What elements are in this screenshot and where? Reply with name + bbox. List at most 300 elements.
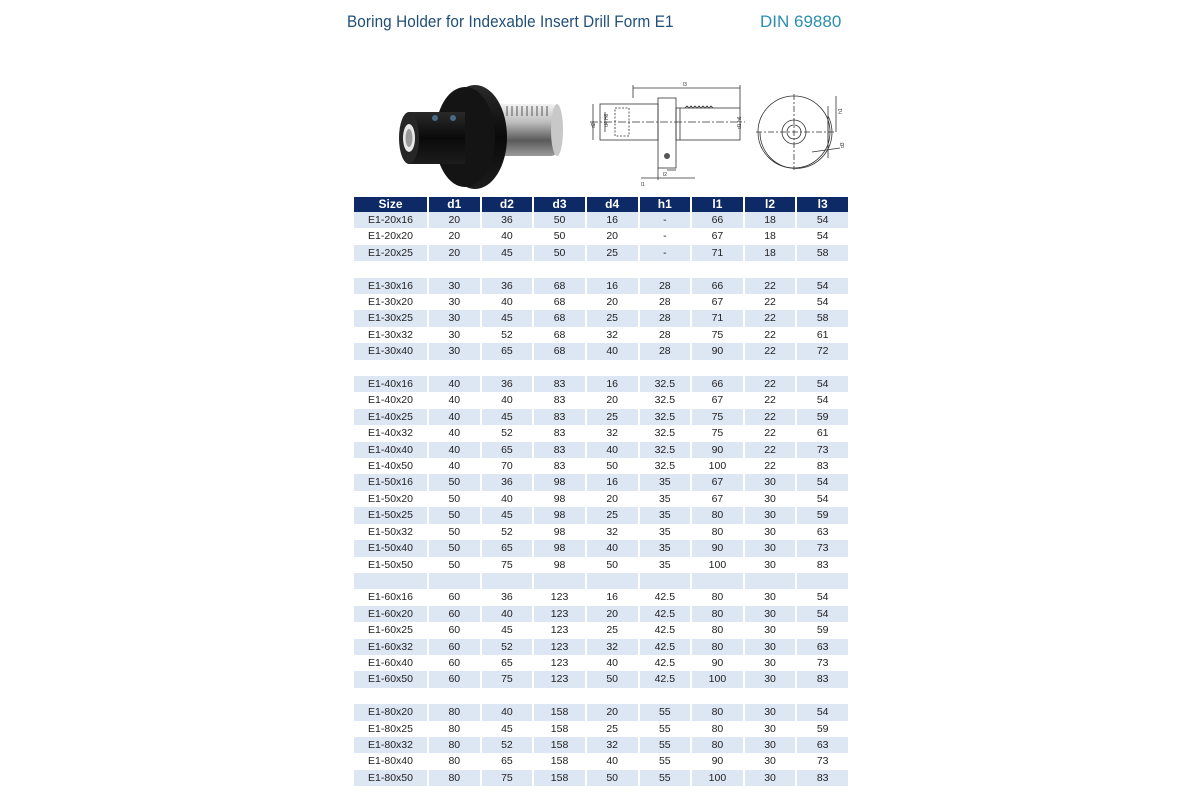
value-cell: 30: [429, 310, 480, 326]
value-cell: 35: [658, 558, 671, 571]
value-cell: 60: [448, 656, 461, 669]
value-cell: 35: [640, 474, 691, 490]
holder-illustration: [395, 82, 565, 192]
value-cell: 50: [606, 558, 619, 571]
value-cell: 22: [745, 278, 796, 294]
dim-label-l3: l3: [683, 82, 687, 88]
value-cell: 40: [501, 394, 513, 407]
table-row: [354, 737, 848, 753]
value-cell: 40: [587, 540, 638, 556]
value-cell: 75: [711, 328, 724, 341]
value-cell: 100: [708, 460, 727, 473]
value-cell: [429, 573, 480, 589]
value-cell: 30: [745, 606, 796, 622]
value-cell: 80: [711, 624, 724, 637]
table-row: [354, 671, 848, 687]
value-cell: 68: [534, 278, 585, 294]
value-cell: 50: [448, 525, 461, 538]
value-cell: 28: [658, 328, 671, 341]
table-row: [354, 474, 848, 490]
size-cell: E1-50x40: [354, 540, 427, 556]
value-cell: 54: [797, 376, 848, 392]
value-cell: 32: [606, 328, 619, 341]
value-cell: 36: [482, 376, 533, 392]
dim-label-l1: l1: [641, 182, 645, 188]
value-cell: [534, 688, 585, 704]
value-cell: 45: [482, 507, 533, 523]
value-cell: 50: [606, 460, 619, 473]
value-cell: 54: [816, 230, 829, 243]
value-cell: 158: [550, 722, 569, 735]
value-cell: 80: [692, 639, 743, 655]
value-cell: 60: [429, 639, 480, 655]
value-cell: 59: [797, 409, 848, 425]
value-cell: 123: [534, 671, 585, 687]
value-cell: 30: [764, 492, 776, 505]
table-row: [354, 589, 848, 605]
size-cell: E1-60x32: [354, 639, 427, 655]
value-cell: 158: [550, 755, 569, 768]
value-cell: [534, 360, 585, 376]
value-cell: 55: [658, 722, 671, 735]
value-cell: 40: [587, 442, 638, 458]
size-cell: [354, 360, 427, 376]
value-cell: [797, 261, 848, 277]
column-header: d3: [534, 197, 585, 212]
table-row: [354, 409, 848, 425]
value-cell: [482, 573, 533, 589]
value-cell: 25: [587, 310, 638, 326]
size-cell: E1-30x20: [368, 296, 413, 309]
value-cell: 40: [429, 409, 480, 425]
value-cell: 58: [797, 245, 848, 261]
value-cell: 63: [816, 525, 829, 538]
table-row: [354, 540, 848, 556]
size-cell: E1-30x16: [354, 278, 427, 294]
value-cell: 25: [606, 722, 619, 735]
value-cell: 42.5: [654, 591, 676, 604]
value-cell: 123: [550, 624, 569, 637]
value-cell: 45: [482, 245, 533, 261]
value-cell: 59: [797, 507, 848, 523]
table-row: [354, 294, 848, 310]
value-cell: 50: [429, 474, 480, 490]
table-row: [354, 606, 848, 622]
value-cell: 50: [534, 245, 585, 261]
value-cell: 25: [587, 245, 638, 261]
value-cell: 28: [640, 310, 691, 326]
value-cell: -: [663, 230, 667, 243]
value-cell: 50: [448, 558, 461, 571]
value-cell: 50: [587, 770, 638, 786]
value-cell: 90: [692, 540, 743, 556]
size-cell: E1-40x20: [368, 394, 413, 407]
spacer-row: [354, 688, 848, 704]
size-cell: E1-80x40: [368, 755, 413, 768]
value-cell: 18: [745, 245, 796, 261]
table-row: [354, 212, 848, 228]
value-cell: 32: [587, 737, 638, 753]
value-cell: [797, 688, 848, 704]
size-cell: E1-50x16: [354, 474, 427, 490]
value-cell: [534, 573, 585, 589]
value-cell: 36: [482, 212, 533, 228]
table-row: [354, 524, 848, 540]
value-cell: 80: [692, 737, 743, 753]
value-cell: 80: [711, 525, 724, 538]
value-cell: 52: [482, 737, 533, 753]
size-cell: [354, 573, 427, 589]
value-cell: [482, 688, 533, 704]
value-cell: 22: [764, 460, 776, 473]
value-cell: 40: [448, 394, 461, 407]
value-cell: 40: [606, 755, 619, 768]
value-cell: 75: [501, 558, 513, 571]
size-cell: E1-80x25: [368, 722, 413, 735]
value-cell: 98: [534, 507, 585, 523]
value-cell: [640, 573, 691, 589]
value-cell: 83: [553, 427, 566, 440]
value-cell: [745, 261, 796, 277]
value-cell: 123: [550, 656, 569, 669]
value-cell: 61: [816, 328, 829, 341]
value-cell: 54: [816, 492, 829, 505]
value-cell: 20: [587, 606, 638, 622]
value-cell: 50: [553, 230, 566, 243]
value-cell: 67: [711, 492, 724, 505]
value-cell: 30: [745, 704, 796, 720]
value-cell: [692, 688, 743, 704]
din-standard: DIN 69880: [760, 12, 842, 31]
value-cell: 158: [534, 737, 585, 753]
value-cell: [587, 573, 638, 589]
value-cell: 30: [764, 722, 776, 735]
value-cell: 30: [745, 639, 796, 655]
value-cell: 100: [692, 671, 743, 687]
value-cell: 30: [448, 328, 461, 341]
value-cell: 98: [553, 525, 566, 538]
value-cell: 42.5: [654, 656, 676, 669]
table-row: [354, 376, 848, 392]
value-cell: 58: [797, 310, 848, 326]
value-cell: 16: [606, 591, 619, 604]
value-cell: 40: [482, 606, 533, 622]
table-row: [354, 392, 848, 408]
value-cell: 67: [711, 296, 724, 309]
table-row: [354, 639, 848, 655]
value-cell: 20: [429, 245, 480, 261]
size-cell: E1-50x50: [368, 558, 413, 571]
dim-label-d3: d3: [840, 142, 846, 148]
value-cell: 63: [797, 737, 848, 753]
value-cell: 35: [640, 540, 691, 556]
value-cell: 59: [816, 722, 829, 735]
value-cell: [640, 261, 691, 277]
value-cell: 30: [429, 278, 480, 294]
value-cell: 40: [606, 656, 619, 669]
value-cell: 54: [816, 591, 829, 604]
size-cell: E1-80x32: [354, 737, 427, 753]
size-cell: E1-60x20: [354, 606, 427, 622]
value-cell: 54: [797, 278, 848, 294]
value-cell: 30: [745, 770, 796, 786]
value-cell: 45: [482, 409, 533, 425]
value-cell: 20: [587, 704, 638, 720]
table-row: [354, 655, 848, 671]
value-cell: 16: [587, 376, 638, 392]
value-cell: 123: [534, 639, 585, 655]
size-cell: E1-60x40: [368, 656, 413, 669]
value-cell: 83: [534, 409, 585, 425]
value-cell: 68: [553, 328, 566, 341]
value-cell: 16: [587, 278, 638, 294]
value-cell: 90: [692, 442, 743, 458]
value-cell: 80: [448, 755, 461, 768]
value-cell: 20: [606, 230, 619, 243]
value-cell: 54: [816, 296, 829, 309]
table-row: [354, 770, 848, 786]
value-cell: 83: [534, 442, 585, 458]
value-cell: 40: [448, 427, 461, 440]
value-cell: 50: [429, 507, 480, 523]
value-cell: 54: [816, 394, 829, 407]
value-cell: 22: [764, 394, 776, 407]
value-cell: 50: [534, 212, 585, 228]
value-cell: [692, 573, 743, 589]
value-cell: 65: [482, 540, 533, 556]
value-cell: 75: [482, 770, 533, 786]
value-cell: 30: [764, 624, 776, 637]
value-cell: 25: [587, 409, 638, 425]
value-cell: 73: [816, 656, 829, 669]
value-cell: 67: [711, 394, 724, 407]
column-header: d2: [482, 197, 533, 212]
value-cell: 66: [692, 212, 743, 228]
value-cell: 28: [658, 296, 671, 309]
value-cell: 98: [553, 492, 566, 505]
side-view-drawing: [585, 80, 745, 190]
value-cell: 83: [534, 376, 585, 392]
column-header: h1: [640, 197, 691, 212]
value-cell: 40: [482, 704, 533, 720]
spacer-row: [354, 261, 848, 277]
value-cell: 65: [501, 755, 513, 768]
value-cell: 20: [606, 492, 619, 505]
value-cell: [797, 573, 848, 589]
spec-table: [352, 197, 850, 786]
value-cell: [640, 688, 691, 704]
value-cell: 68: [534, 310, 585, 326]
size-cell: E1-80x20: [354, 704, 427, 720]
value-cell: 40: [429, 376, 480, 392]
value-cell: 18: [745, 212, 796, 228]
value-cell: 50: [448, 492, 461, 505]
column-header: l1: [692, 197, 743, 212]
value-cell: 20: [448, 230, 461, 243]
size-cell: [354, 688, 427, 704]
value-cell: [587, 688, 638, 704]
table-row: [354, 491, 848, 507]
value-cell: 32.5: [640, 442, 691, 458]
value-cell: 42.5: [640, 639, 691, 655]
value-cell: 45: [501, 722, 513, 735]
value-cell: 52: [482, 639, 533, 655]
column-header: d4: [587, 197, 638, 212]
value-cell: 80: [692, 606, 743, 622]
value-cell: [692, 261, 743, 277]
value-cell: [429, 688, 480, 704]
value-cell: -: [640, 212, 691, 228]
value-cell: 80: [429, 704, 480, 720]
value-cell: 54: [797, 606, 848, 622]
value-cell: 71: [692, 310, 743, 326]
value-cell: 59: [816, 624, 829, 637]
value-cell: 54: [797, 704, 848, 720]
value-cell: 83: [553, 460, 566, 473]
value-cell: 30: [429, 343, 480, 359]
value-cell: 55: [640, 704, 691, 720]
value-cell: 22: [745, 310, 796, 326]
value-cell: [745, 573, 796, 589]
size-cell: E1-60x16: [368, 591, 413, 604]
size-cell: E1-20x16: [354, 212, 427, 228]
value-cell: [587, 261, 638, 277]
value-cell: [482, 360, 533, 376]
size-cell: E1-50x20: [368, 492, 413, 505]
value-cell: 50: [587, 671, 638, 687]
table-row: [354, 343, 848, 359]
value-cell: 55: [658, 755, 671, 768]
value-cell: 22: [745, 409, 796, 425]
value-cell: 40: [429, 442, 480, 458]
size-cell: E1-20x25: [354, 245, 427, 261]
table-row: [354, 442, 848, 458]
value-cell: 25: [606, 624, 619, 637]
value-cell: 80: [429, 737, 480, 753]
table-row: [354, 327, 848, 343]
value-cell: 55: [640, 770, 691, 786]
value-cell: 158: [534, 770, 585, 786]
value-cell: 20: [429, 212, 480, 228]
value-cell: 123: [534, 606, 585, 622]
value-cell: -: [640, 245, 691, 261]
value-cell: 22: [745, 343, 796, 359]
value-cell: 65: [482, 343, 533, 359]
value-cell: 60: [448, 624, 461, 637]
value-cell: 83: [797, 671, 848, 687]
value-cell: 52: [501, 525, 513, 538]
value-cell: 75: [692, 409, 743, 425]
value-cell: 20: [606, 394, 619, 407]
value-cell: 60: [448, 591, 461, 604]
value-cell: 55: [640, 737, 691, 753]
value-cell: 60: [429, 671, 480, 687]
value-cell: 30: [745, 474, 796, 490]
value-cell: 22: [745, 442, 796, 458]
table-header-row: [354, 197, 848, 212]
value-cell: 67: [692, 474, 743, 490]
value-cell: 32: [587, 639, 638, 655]
value-cell: 73: [797, 442, 848, 458]
value-cell: 30: [745, 540, 796, 556]
column-header: Size: [354, 197, 427, 212]
size-cell: E1-40x16: [354, 376, 427, 392]
value-cell: 66: [692, 376, 743, 392]
value-cell: 90: [711, 755, 724, 768]
value-cell: 30: [745, 507, 796, 523]
value-cell: 35: [658, 492, 671, 505]
size-cell: E1-40x32: [368, 427, 413, 440]
value-cell: 98: [534, 540, 585, 556]
size-cell: E1-60x50: [354, 671, 427, 687]
value-cell: 71: [692, 245, 743, 261]
value-cell: 54: [797, 212, 848, 228]
value-cell: 30: [448, 296, 461, 309]
value-cell: 40: [501, 230, 513, 243]
value-cell: 158: [534, 704, 585, 720]
front-view-drawing: [752, 92, 852, 172]
value-cell: 50: [429, 540, 480, 556]
table-row: [354, 507, 848, 523]
size-cell: E1-50x25: [354, 507, 427, 523]
table-row: [354, 458, 848, 474]
size-cell: E1-40x40: [354, 442, 427, 458]
value-cell: 90: [692, 343, 743, 359]
value-cell: 35: [658, 525, 671, 538]
value-cell: 30: [745, 737, 796, 753]
spacer-row: [354, 360, 848, 376]
value-cell: 65: [482, 442, 533, 458]
value-cell: 42.5: [640, 606, 691, 622]
value-cell: 67: [711, 230, 724, 243]
value-cell: 22: [764, 427, 776, 440]
value-cell: 100: [708, 558, 727, 571]
value-cell: 45: [501, 624, 513, 637]
value-cell: [534, 261, 585, 277]
value-cell: 73: [816, 755, 829, 768]
value-cell: 32.5: [640, 376, 691, 392]
column-header: l2: [745, 197, 796, 212]
value-cell: 20: [606, 296, 619, 309]
dim-label-l2: l2: [663, 172, 667, 178]
value-cell: 32.5: [654, 394, 676, 407]
value-cell: [745, 688, 796, 704]
value-cell: 98: [553, 558, 566, 571]
value-cell: 80: [692, 507, 743, 523]
dim-label-h1: h1: [838, 108, 844, 114]
value-cell: 30: [764, 558, 776, 571]
value-cell: 68: [553, 296, 566, 309]
value-cell: 75: [482, 671, 533, 687]
value-cell: 22: [764, 296, 776, 309]
column-header: d1: [429, 197, 480, 212]
value-cell: [587, 360, 638, 376]
size-cell: E1-40x25: [354, 409, 427, 425]
value-cell: 54: [797, 474, 848, 490]
value-cell: 52: [501, 427, 513, 440]
value-cell: 35: [640, 507, 691, 523]
value-cell: 40: [587, 343, 638, 359]
value-cell: 83: [816, 460, 829, 473]
value-cell: 61: [816, 427, 829, 440]
value-cell: 32.5: [640, 409, 691, 425]
value-cell: [692, 360, 743, 376]
size-cell: E1-30x25: [354, 310, 427, 326]
value-cell: [429, 261, 480, 277]
value-cell: 63: [797, 639, 848, 655]
value-cell: 66: [692, 278, 743, 294]
value-cell: [429, 360, 480, 376]
